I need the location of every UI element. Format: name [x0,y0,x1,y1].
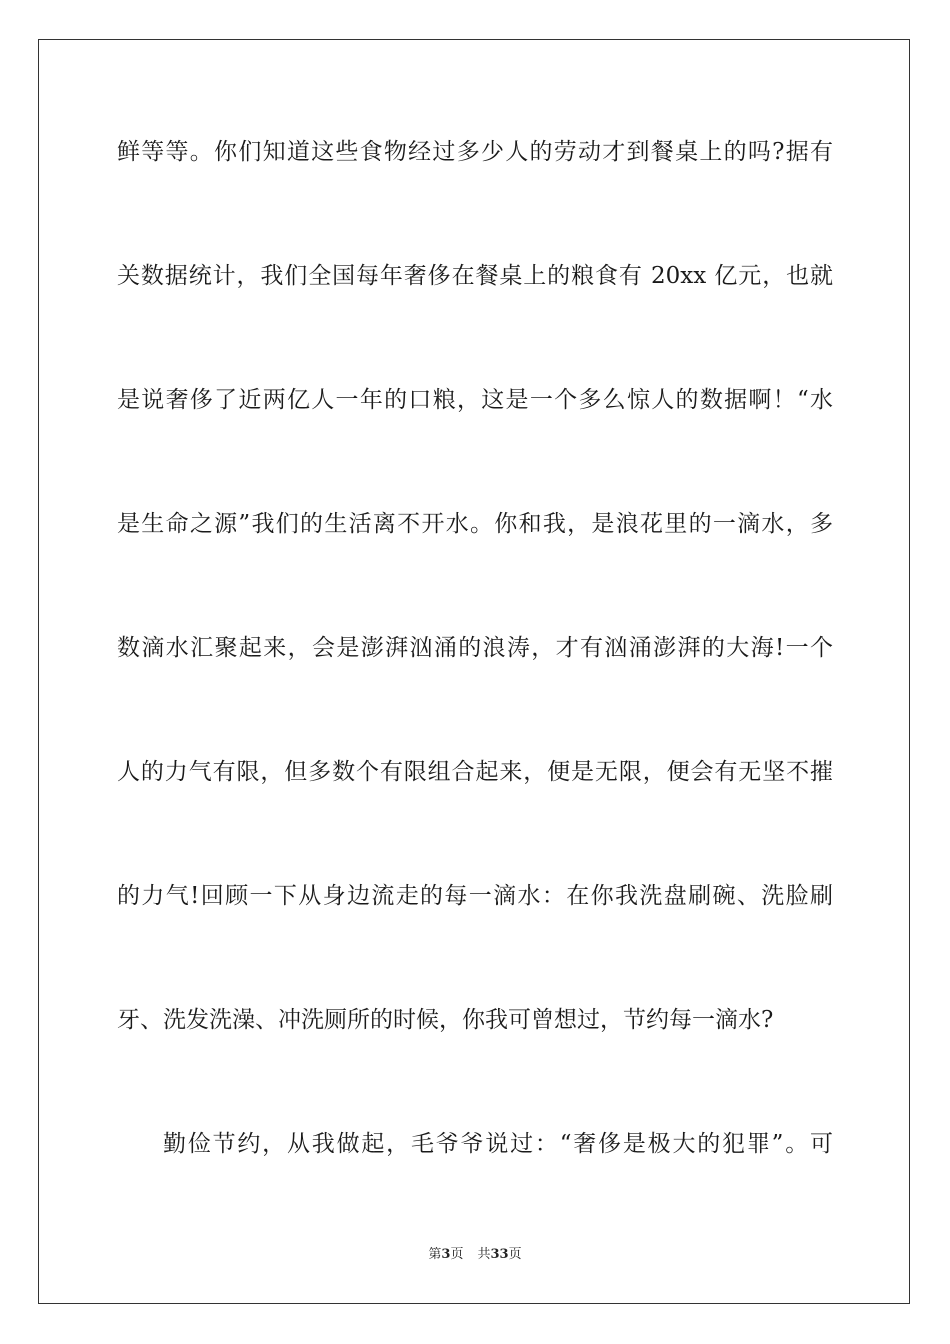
body-text-line-6: 人的力气有限，但多数个有限组合起来，便是无限，便会有无坚不摧 [117,759,833,785]
page-number: 3 [441,1247,451,1262]
body-text-line-8: 牙、洗发洗澡、冲洗厕所的时候，你我可曾想过，节约每一滴水? [117,1007,774,1033]
page-suffix: 页 [450,1247,464,1262]
page-footer [0,1246,950,1264]
body-text-line-3: 是说奢侈了近两亿人一年的口粮，这是一个多么惊人的数据啊！“水 [117,387,833,413]
body-text-line-4: 是生命之源”我们的生活离不开水。你和我，是浪花里的一滴水，多 [117,511,833,537]
body-text-line-2: 关数据统计，我们全国每年奢侈在餐桌上的粮食有 20xx 亿元，也就 [117,263,833,289]
body-text-line-9: 勤俭节约，从我做起，毛爷爷说过：“奢侈是极大的犯罪”。可 [163,1131,833,1157]
page-prefix: 第 [428,1247,442,1262]
body-text-line-7: 的力气!回顾一下从身边流走的每一滴水：在你我洗盘刷碗、洗脸刷 [117,883,833,909]
total-prefix: 共 [477,1247,491,1262]
body-text-line-5: 数滴水汇聚起来，会是澎湃汹涌的浪涛，才有汹涌澎湃的大海!一个 [117,635,833,661]
total-pages: 33 [490,1247,509,1262]
body-text-line-1: 鲜等等。你们知道这些食物经过多少人的劳动才到餐桌上的吗?据有 [117,139,833,165]
page-border [38,39,910,1304]
total-suffix: 页 [508,1247,522,1262]
